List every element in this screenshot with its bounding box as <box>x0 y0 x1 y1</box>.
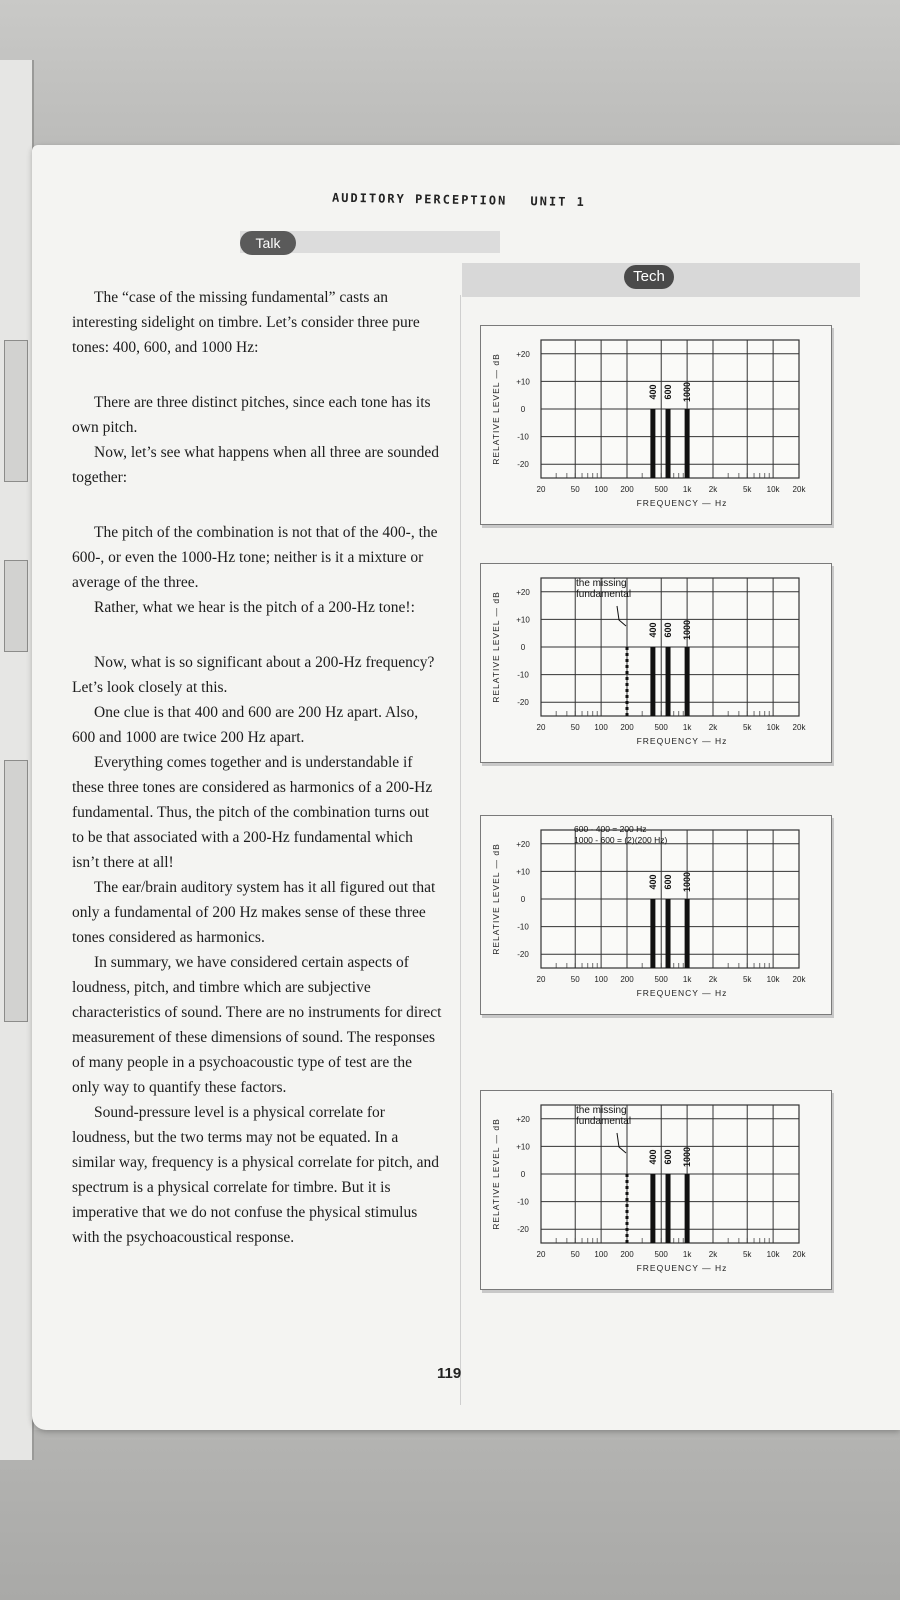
chart-svg <box>481 564 831 762</box>
x-tick-label: 2k <box>708 723 718 732</box>
x-tick-label: 500 <box>654 485 668 494</box>
bar-1000-hz <box>685 1174 690 1243</box>
bar-400-hz <box>650 1174 655 1243</box>
bar-400-hz <box>650 899 655 968</box>
x-tick-label: 500 <box>654 975 668 984</box>
bar-600-hz <box>666 899 671 968</box>
x-tick-label: 10k <box>766 975 780 984</box>
x-tick-label: 100 <box>594 1250 608 1259</box>
bar-label: 600 <box>663 622 674 638</box>
x-tick-label: 1k <box>682 975 692 984</box>
x-tick-label: 500 <box>654 1250 668 1259</box>
chart-annotation: 600 - 400 = 200 Hz <box>574 824 647 834</box>
y-tick-label: +20 <box>516 587 530 597</box>
x-tick-label: 50 <box>570 485 580 494</box>
chart-annotation: 1000 - 600 = (2)(200 Hz) <box>574 835 668 845</box>
running-header <box>332 191 600 210</box>
bar-label: 600 <box>663 384 674 400</box>
bar-600-hz <box>666 409 671 478</box>
x-tick-label: 5k <box>742 1250 752 1259</box>
body-paragraph: The pitch of the combination is not that of the 400-, the 600-, or even the 1000-Hz tone; neither is it a mixture or average of the three. <box>72 524 438 591</box>
x-tick-label: 5k <box>742 485 752 494</box>
bar-600-hz <box>666 1174 671 1243</box>
unit-label: UNIT 1 <box>530 194 586 210</box>
bar-400-hz <box>650 647 655 716</box>
body-paragraph: The ear/brain auditory system has it all figured out that only a fundamental of 200 Hz makes sense of these three tones considered as harmonics. <box>72 879 436 946</box>
x-axis-label: FREQUENCY — Hz <box>636 1263 728 1273</box>
body-paragraph: The “case of the missing fundamental” casts an interesting sidelight on timbre. Let’s consider three pure tones: 400, 600, and 1000 Hz: <box>72 289 420 356</box>
talk-badge: Talk <box>240 231 296 255</box>
bar-1000-hz <box>685 899 690 968</box>
y-tick-label: +10 <box>516 1142 530 1152</box>
spectrum-chart-3 <box>480 815 832 1015</box>
x-tick-label: 5k <box>742 723 752 732</box>
y-tick-label: +20 <box>516 1114 530 1124</box>
x-tick-label: 50 <box>570 1250 580 1259</box>
body-paragraph: Now, let’s see what happens when all three are sounded together: <box>72 444 440 486</box>
bar-label: 400 <box>647 384 658 400</box>
bar-label: 600 <box>663 874 674 890</box>
x-tick-label: 10k <box>766 485 780 494</box>
x-tick-label: 20 <box>536 485 546 494</box>
x-tick-label: 1k <box>682 1250 692 1259</box>
x-tick-label: 100 <box>594 485 608 494</box>
x-tick-label: 10k <box>766 1250 780 1259</box>
x-axis-label: FREQUENCY — Hz <box>636 736 728 746</box>
chart-annotation: fundamental <box>576 589 632 600</box>
x-tick-label: 20 <box>536 723 546 732</box>
y-tick-label: +20 <box>516 839 530 849</box>
y-tick-label: -20 <box>517 460 529 470</box>
book-page <box>32 145 900 1430</box>
y-tick-label: +20 <box>516 349 530 359</box>
x-tick-label: 100 <box>594 723 608 732</box>
y-tick-label: 0 <box>520 405 526 414</box>
spectrum-chart-1 <box>480 325 832 525</box>
y-tick-label: -10 <box>517 922 529 932</box>
x-axis-label: FREQUENCY — Hz <box>636 498 728 508</box>
running-title: AUDITORY PERCEPTION <box>331 190 508 208</box>
body-paragraph: One clue is that 400 and 600 are 200 Hz apart. Also, 600 and 1000 are twice 200 Hz apart. <box>72 704 419 746</box>
y-tick-label: -20 <box>517 950 529 960</box>
bar-label: 400 <box>647 1149 658 1165</box>
x-tick-label: 2k <box>708 1250 718 1259</box>
y-tick-label: 0 <box>520 1170 526 1179</box>
body-paragraph: Rather, what we hear is the pitch of a 200-Hz tone!: <box>94 599 415 616</box>
bar-label: 600 <box>663 1149 674 1165</box>
x-tick-label: 5k <box>742 975 752 984</box>
bar-label: 400 <box>647 874 658 890</box>
y-tick-label: 0 <box>520 643 526 652</box>
x-tick-label: 20 <box>536 975 546 984</box>
x-tick-label: 20k <box>792 485 806 494</box>
y-tick-label: +10 <box>516 867 530 877</box>
bar-600-hz <box>666 647 671 716</box>
x-tick-label: 200 <box>620 485 634 494</box>
x-tick-label: 200 <box>620 975 634 984</box>
chart-svg <box>481 326 831 524</box>
body-paragraph: There are three distinct pitches, since each tone has its own pitch. <box>72 394 431 436</box>
x-tick-label: 500 <box>654 723 668 732</box>
x-tick-label: 1k <box>682 485 692 494</box>
x-tick-label: 1k <box>682 723 692 732</box>
y-tick-label: +10 <box>516 615 530 625</box>
x-tick-label: 200 <box>620 1250 634 1259</box>
column-divider <box>460 295 461 1405</box>
body-paragraph: Everything comes together and is understandable if these three tones are considered as harmonics of a 200-Hz fundamental. Thus, the pitch of the combination turns out to be that associated with a 200-Hz fundamental which isn’t there at all! <box>72 754 433 871</box>
y-axis-label: RELATIVE LEVEL — dB <box>491 591 501 703</box>
body-paragraph: In summary, we have considered certain aspects of loudness, pitch, and timbre which are subjective characteristics of sound. There are no instruments for direct measurement of these dimensions of sound. The responses of many people in a psychoacoustic type of test are the only way to quantify these factors. <box>72 954 442 1096</box>
y-tick-label: -10 <box>517 432 529 442</box>
body-paragraph: Sound-pressure level is a physical correlate for loudness, but the two terms may not be equated. In a similar way, frequency is a physical correlate for pitch, and spectrum is a physical correlate for timbre. But it is imperative that we do not confuse the physical stimulus with the psychoacoustical response. <box>72 1104 439 1246</box>
y-axis-label: RELATIVE LEVEL — dB <box>491 843 501 955</box>
y-axis-label: RELATIVE LEVEL — dB <box>491 1118 501 1230</box>
adjacent-book-edge <box>0 60 34 1460</box>
x-tick-label: 20k <box>792 975 806 984</box>
y-tick-label: -10 <box>517 1197 529 1207</box>
x-tick-label: 100 <box>594 975 608 984</box>
x-tick-label: 2k <box>708 975 718 984</box>
y-tick-label: +10 <box>516 377 530 387</box>
bar-1000-hz <box>685 647 690 716</box>
x-axis-label: FREQUENCY — Hz <box>636 988 728 998</box>
bar-label: 400 <box>647 622 658 638</box>
body-text-column <box>72 285 442 1250</box>
bar-1000-hz <box>685 409 690 478</box>
x-tick-label: 20k <box>792 1250 806 1259</box>
bar-label: 1000 <box>682 381 693 403</box>
x-tick-label: 20 <box>536 1250 546 1259</box>
x-tick-label: 20k <box>792 723 806 732</box>
chart-svg <box>481 1091 831 1289</box>
bar-400-hz <box>650 409 655 478</box>
body-paragraph: Now, what is so significant about a 200-Hz frequency? Let’s look closely at this. <box>72 654 435 696</box>
bar-label: 1000 <box>682 871 693 893</box>
y-tick-label: -20 <box>517 1225 529 1235</box>
chart-annotation: fundamental <box>576 1116 632 1127</box>
page-number: 119 <box>437 1365 462 1382</box>
bar-label: 1000 <box>682 619 693 641</box>
y-tick-label: -10 <box>517 670 529 680</box>
chart-svg <box>481 816 831 1014</box>
x-tick-label: 200 <box>620 723 634 732</box>
x-tick-label: 2k <box>708 485 718 494</box>
spectrum-chart-2 <box>480 563 832 763</box>
y-axis-label: RELATIVE LEVEL — dB <box>491 353 501 465</box>
x-tick-label: 10k <box>766 723 780 732</box>
bar-label: 1000 <box>682 1146 693 1168</box>
chart-annotation: the missing <box>576 578 627 589</box>
chart-annotation: the missing <box>576 1105 627 1116</box>
y-tick-label: -20 <box>517 698 529 708</box>
desk-background-bottom <box>0 1430 900 1600</box>
tech-badge: Tech <box>624 265 674 289</box>
x-tick-label: 50 <box>570 723 580 732</box>
x-tick-label: 50 <box>570 975 580 984</box>
spectrum-chart-4 <box>480 1090 832 1290</box>
y-tick-label: 0 <box>520 895 526 904</box>
